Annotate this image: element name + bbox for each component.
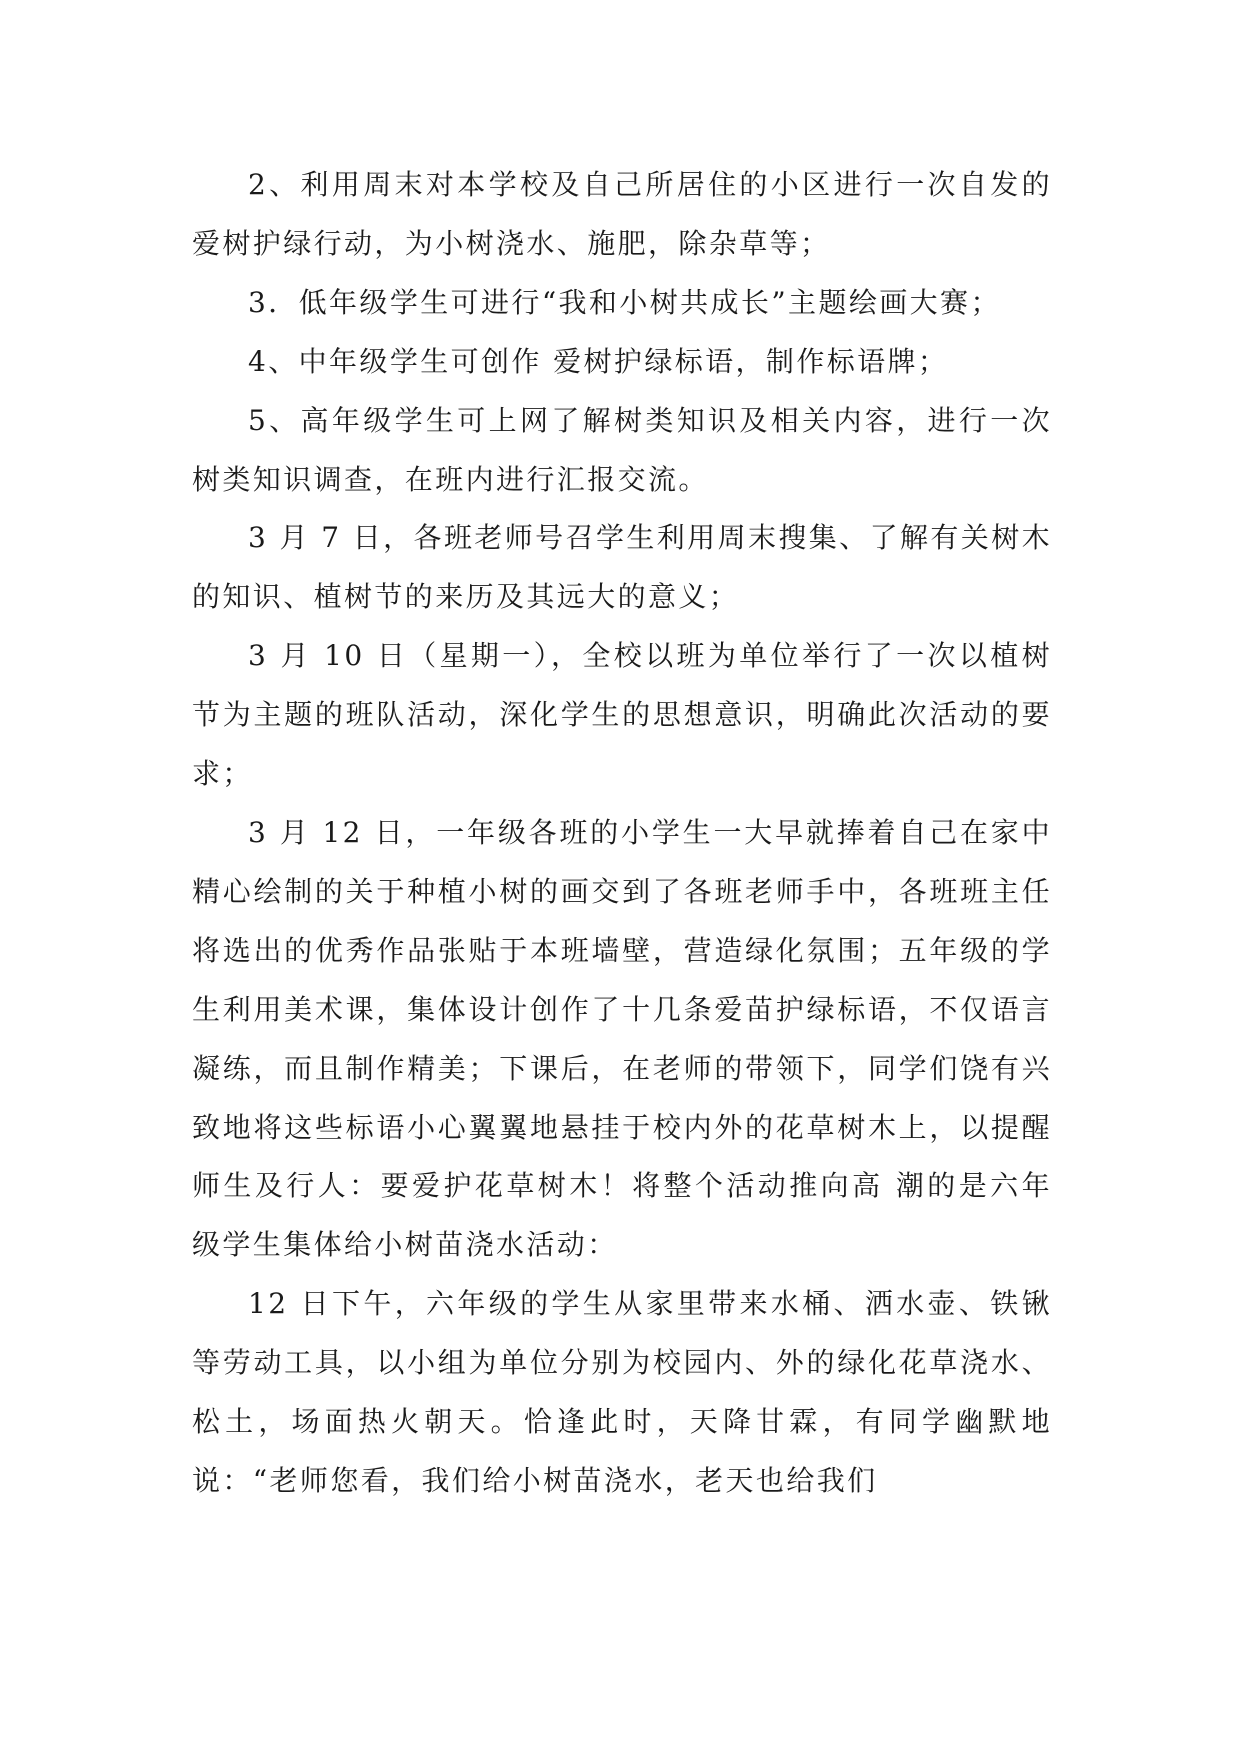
paragraph-drawing-contest: 3．低年级学生可进行“我和小树共成长”主题绘画大赛； [248, 285, 1001, 319]
paragraph-march-7: 3 月 7 日，各班老师号召学生利用周末搜集、了解有关树木的知识、植树节的来历及其远大的意义； [192, 521, 1052, 614]
paragraph-slogan-creation: 4、中年级学生可创作 爱树护绿标语，制作标语牌； [248, 344, 949, 378]
paragraph-tree-knowledge: 5、高年级学生可上网了解树类知识及相关内容，进行一次树类知识调查，在班内进行汇报交流。 [192, 403, 1052, 496]
paragraph-12th-afternoon: 12 日下午，六年级的学生从家里带来水桶、洒水壶、铁锹等劳动工具，以小组为单位分别为校园内、外的绿化花草浇水、松土，场面热火朝天。恰逢此时，天降甘霖，有同学幽默地说：“老师您看，我们给小树苗浇水，老天也给我们 [192, 1287, 1052, 1497]
paragraph-march-12: 3 月 12 日，一年级各班的小学生一大早就捧着自己在家中精心绘制的关于种植小树的画交到了各班老师手中，各班班主任将选出的优秀作品张贴于本班墙壁，营造绿化氛围；五年级的学生利用美术课，集体设计创作了十几条爱苗护绿标语，不仅语言凝练，而且制作精美；下课后，在老师的带领下，同学们饶有兴致地将这些标语小心翼翼地悬挂于校内外的花草树木上，以提醒师生及行人：要爱护花草树木！将整个活动推向高 潮的是六年级学生集体给小树苗浇水活动： [192, 815, 1052, 1262]
paragraph-weekend-action: 2、利用周末对本学校及自己所居住的小区进行一次自发的爱树护绿行动，为小树浇水、施肥，除杂草等； [192, 168, 1052, 260]
document-body [192, 156, 1052, 1511]
paragraph-march-10: 3 月 10 日（星期一），全校以班为单位举行了一次以植树节为主题的班队活动，深化学生的思想意识，明确此次活动的要求； [192, 639, 1052, 791]
